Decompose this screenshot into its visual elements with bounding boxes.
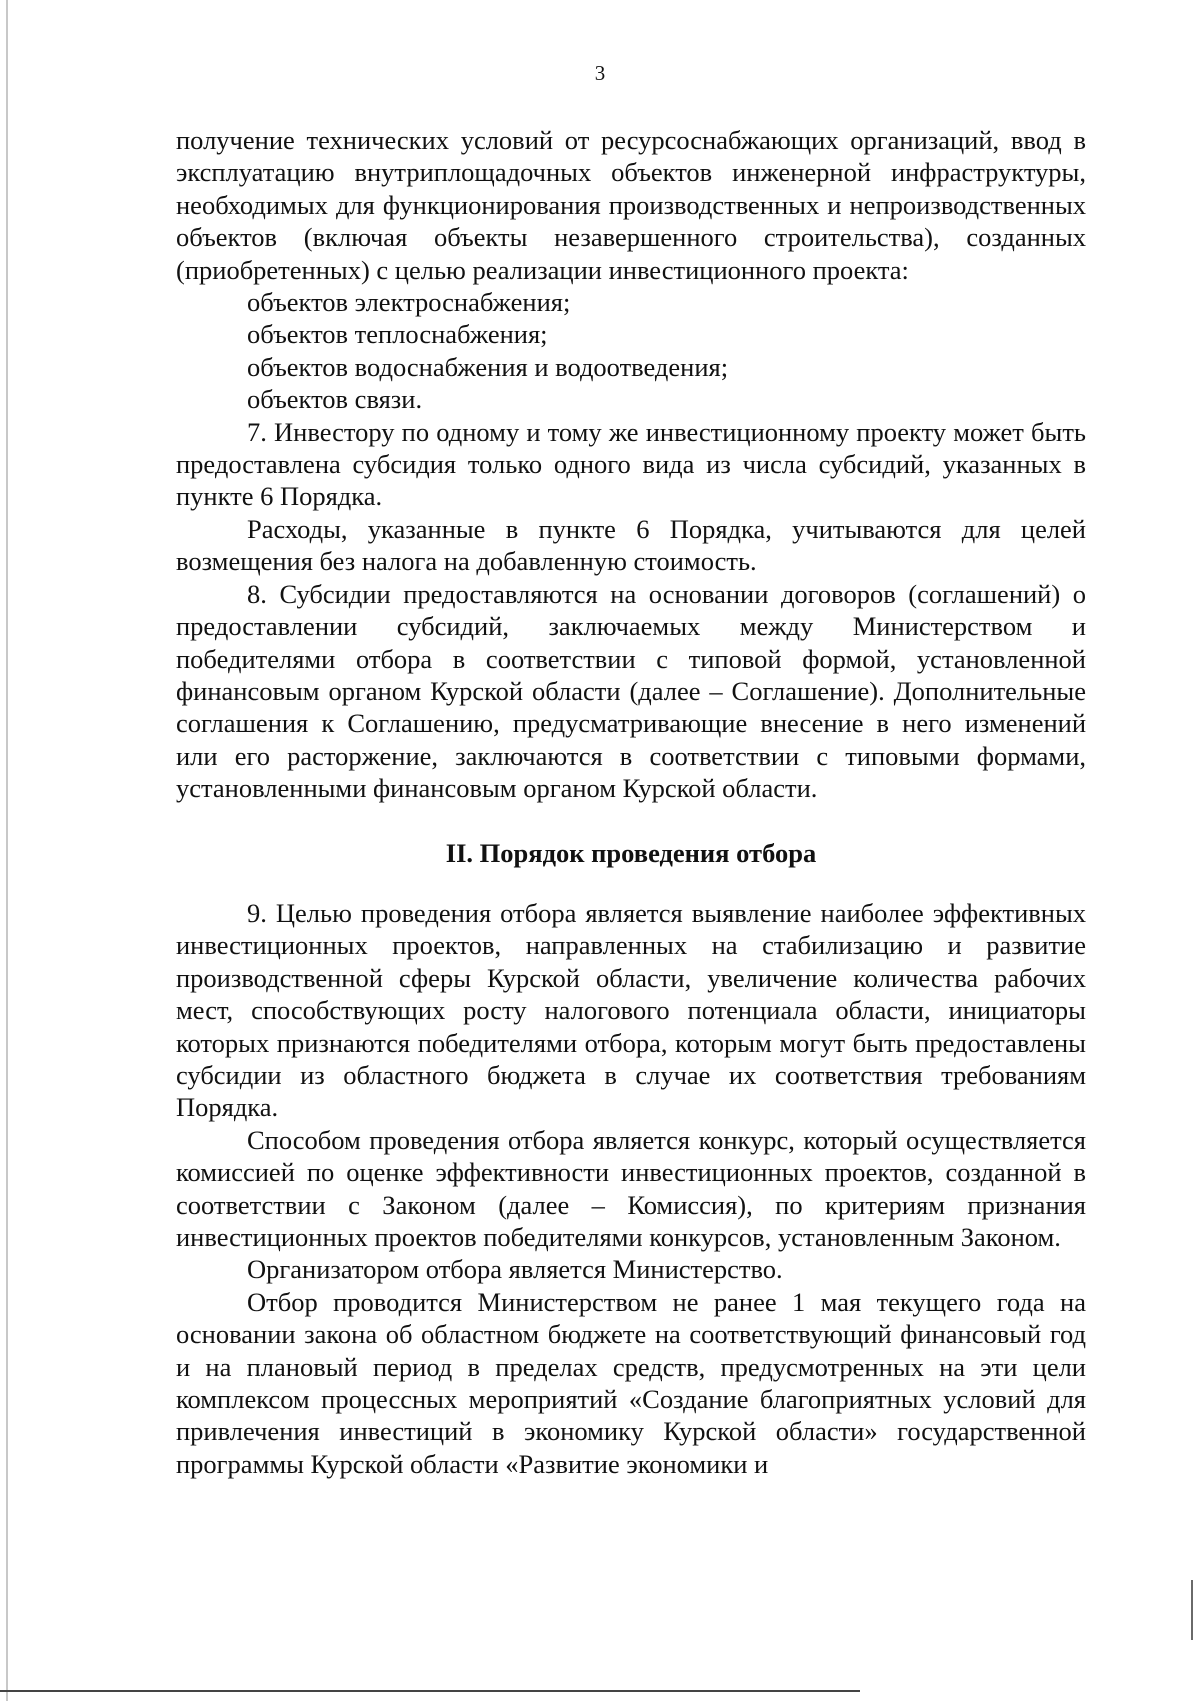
- paragraph-9-schedule: Отбор проводится Министерством не ранее 1 мая текущего года на основании закона об областном бюджете на соответствующий финансовый год и на плановый период в пределах средств, предусмотренных на эти цели комплексом процессных мероприятий «Создание благоприятных условий для привлечения инвестиций в экономику Курской области» государственной программы Курской области «Развитие экономики и: [176, 1286, 1086, 1479]
- page-number: 3: [594, 61, 606, 85]
- list-item: объектов связи.: [247, 384, 423, 415]
- scan-edge-left: [6, 0, 8, 1701]
- paragraph-8: 8. Субсидии предоставляются на основании договоров (соглашений) о предоставлении субсидий, заключаемых между Министерством и победителями отбора в соответствии с типовой формой, установленной финансовым органом Курской области (далее – Соглашение). Дополнительные соглашения к Соглашению, предусматривающие внесение в него изменений или его расторжение, заключаются в соответствии с типовыми формами, установленными финансовым органом Курской области.: [176, 578, 1086, 804]
- scan-edge-bottom: [0, 1690, 860, 1692]
- section-heading: II. Порядок проведения отбора: [445, 837, 817, 868]
- paragraph-7-expenses: Расходы, указанные в пункте 6 Порядка, учитываются для целей возмещения без налога на добавленную стоимость.: [176, 513, 1086, 577]
- scan-edge-right: [1191, 1580, 1193, 1640]
- paragraph-7: 7. Инвестору по одному и тому же инвестиционному проекту может быть предоставлена субсидия только одного вида из числа субсидий, указанных в пункте 6 Порядка.: [176, 416, 1086, 512]
- list-item: объектов электроснабжения;: [247, 287, 571, 318]
- paragraph-9: 9. Целью проведения отбора является выявление наиболее эффективных инвестиционных проектов, направленных на стабилизацию и развитие производственной сферы Курской области, увеличение количества рабочих мест, способствующих росту налогового потенциала области, инициаторы которых признаются победителями отбора, которым могут быть предоставлены субсидии из областного бюджета в случае их соответствия требованиям Порядка.: [176, 897, 1086, 1123]
- paragraph-9-method: Способом проведения отбора является конкурс, который осуществляется комиссией по оценке эффективности инвестиционных проектов, созданной в соответствии с Законом (далее – Комиссия), по критериям признания инвестиционных проектов победителями конкурсов, установленным Законом.: [176, 1124, 1086, 1252]
- paragraph-technical-conditions: получение технических условий от ресурсоснабжающих организаций, ввод в эксплуатацию внутриплощадочных объектов инженерной инфраструктуры, необходимых для функционирования производственных и непроизводственных объектов (включая объекты незавершенного строительства), созданных (приобретенных) с целью реализации инвестиционного проекта:: [176, 125, 1086, 285]
- document-body: [176, 124, 1086, 1480]
- paragraph-9-organizer: Организатором отбора является Министерство.: [247, 1254, 783, 1285]
- list-item: объектов водоснабжения и водоотведения;: [247, 351, 729, 382]
- list-item: объектов теплоснабжения;: [247, 319, 548, 350]
